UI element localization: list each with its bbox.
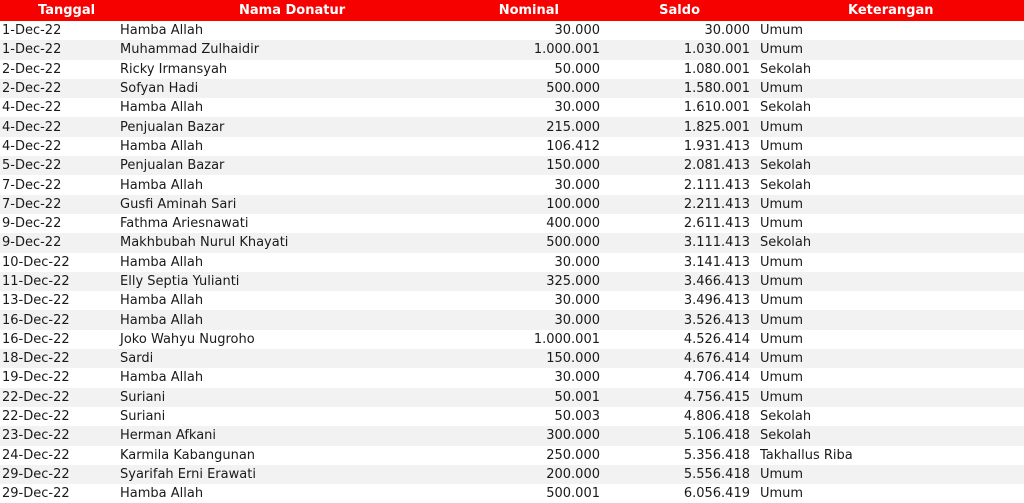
cell-saldo: 1.610.001	[602, 98, 754, 117]
cell-nominal: 200.000	[466, 465, 602, 484]
cell-nominal: 30.000	[466, 175, 602, 194]
table-row[interactable]	[0, 60, 1024, 79]
cell-saldo: 1.580.001	[602, 79, 754, 98]
cell-nominal: 50.001	[466, 388, 602, 407]
cell-donor-name: Hamba Allah	[118, 310, 466, 329]
cell-keterangan: Umum	[754, 349, 1024, 368]
cell-saldo: 4.756.415	[602, 388, 754, 407]
cell-nominal: 1.000.001	[466, 40, 602, 59]
cell-nominal: 150.000	[466, 156, 602, 175]
cell-nominal: 250.000	[466, 446, 602, 465]
cell-nominal: 50.000	[466, 60, 602, 79]
cell-keterangan: Sekolah	[754, 98, 1024, 117]
cell-date: 29-Dec-22	[0, 465, 118, 484]
table-row[interactable]	[0, 272, 1024, 291]
cell-date: 7-Dec-22	[0, 195, 118, 214]
cell-donor-name: Syarifah Erni Erawati	[118, 465, 466, 484]
cell-saldo: 3.141.413	[602, 253, 754, 272]
cell-date: 4-Dec-22	[0, 137, 118, 156]
cell-date: 16-Dec-22	[0, 310, 118, 329]
cell-donor-name: Hamba Allah	[118, 291, 466, 310]
cell-donor-name: Penjualan Bazar	[118, 117, 466, 136]
cell-keterangan: Umum	[754, 291, 1024, 310]
cell-date: 19-Dec-22	[0, 368, 118, 387]
cell-date: 24-Dec-22	[0, 446, 118, 465]
cell-donor-name: Herman Afkani	[118, 426, 466, 445]
cell-donor-name: Sardi	[118, 349, 466, 368]
table-row[interactable]	[0, 195, 1024, 214]
cell-keterangan: Umum	[754, 214, 1024, 233]
table-row[interactable]	[0, 465, 1024, 484]
cell-keterangan: Sekolah	[754, 233, 1024, 252]
cell-keterangan: Umum	[754, 40, 1024, 59]
cell-nominal: 215.000	[466, 117, 602, 136]
cell-keterangan: Sekolah	[754, 156, 1024, 175]
cell-donor-name: Hamba Allah	[118, 21, 466, 40]
table-row[interactable]	[0, 233, 1024, 252]
table-row[interactable]	[0, 330, 1024, 349]
table-row[interactable]	[0, 156, 1024, 175]
cell-donor-name: Joko Wahyu Nugroho	[118, 330, 466, 349]
cell-donor-name: Karmila Kabangunan	[118, 446, 466, 465]
cell-date: 7-Dec-22	[0, 175, 118, 194]
header-keterangan[interactable]: Keterangan	[754, 0, 1024, 21]
cell-donor-name: Suriani	[118, 388, 466, 407]
cell-keterangan: Umum	[754, 272, 1024, 291]
cell-donor-name: Penjualan Bazar	[118, 156, 466, 175]
table-row[interactable]	[0, 253, 1024, 272]
cell-saldo: 2.081.413	[602, 156, 754, 175]
cell-date: 13-Dec-22	[0, 291, 118, 310]
cell-saldo: 3.111.413	[602, 233, 754, 252]
cell-date: 22-Dec-22	[0, 388, 118, 407]
table-row[interactable]	[0, 407, 1024, 426]
cell-saldo: 3.496.413	[602, 291, 754, 310]
table-row[interactable]	[0, 368, 1024, 387]
cell-date: 1-Dec-22	[0, 21, 118, 40]
cell-date: 23-Dec-22	[0, 426, 118, 445]
cell-nominal: 100.000	[466, 195, 602, 214]
cell-date: 4-Dec-22	[0, 98, 118, 117]
cell-donor-name: Fathma Ariesnawati	[118, 214, 466, 233]
cell-date: 18-Dec-22	[0, 349, 118, 368]
table-header	[0, 0, 1024, 21]
cell-saldo: 3.466.413	[602, 272, 754, 291]
cell-saldo: 4.676.414	[602, 349, 754, 368]
cell-keterangan: Sekolah	[754, 426, 1024, 445]
cell-donor-name: Muhammad Zulhaidir	[118, 40, 466, 59]
cell-date: 11-Dec-22	[0, 272, 118, 291]
table-row[interactable]	[0, 426, 1024, 445]
cell-nominal: 30.000	[466, 310, 602, 329]
cell-keterangan: Umum	[754, 21, 1024, 40]
cell-keterangan: Umum	[754, 330, 1024, 349]
cell-nominal: 30.000	[466, 368, 602, 387]
cell-donor-name: Hamba Allah	[118, 368, 466, 387]
cell-keterangan: Umum	[754, 117, 1024, 136]
cell-saldo: 5.356.418	[602, 446, 754, 465]
table-row[interactable]	[0, 98, 1024, 117]
table-row[interactable]	[0, 446, 1024, 465]
cell-date: 9-Dec-22	[0, 214, 118, 233]
header-nominal[interactable]: Nominal	[466, 0, 602, 21]
cell-donor-name: Hamba Allah	[118, 253, 466, 272]
cell-keterangan: Umum	[754, 253, 1024, 272]
cell-date: 9-Dec-22	[0, 233, 118, 252]
cell-donor-name: Suriani	[118, 407, 466, 426]
cell-saldo: 30.000	[602, 21, 754, 40]
table-row[interactable]	[0, 40, 1024, 59]
cell-donor-name: Makhbubah Nurul Khayati	[118, 233, 466, 252]
table-row[interactable]	[0, 484, 1024, 503]
cell-nominal: 30.000	[466, 21, 602, 40]
cell-donor-name: Hamba Allah	[118, 137, 466, 156]
table-body	[0, 21, 1024, 503]
cell-keterangan: Umum	[754, 137, 1024, 156]
cell-nominal: 325.000	[466, 272, 602, 291]
cell-date: 29-Dec-22	[0, 484, 118, 503]
cell-nominal: 300.000	[466, 426, 602, 445]
cell-date: 2-Dec-22	[0, 79, 118, 98]
cell-keterangan: Takhallus Riba	[754, 446, 1024, 465]
table-row[interactable]	[0, 21, 1024, 40]
cell-donor-name: Elly Septia Yulianti	[118, 272, 466, 291]
cell-keterangan: Umum	[754, 388, 1024, 407]
cell-nominal: 30.000	[466, 291, 602, 310]
cell-keterangan: Sekolah	[754, 175, 1024, 194]
cell-nominal: 400.000	[466, 214, 602, 233]
cell-saldo: 2.211.413	[602, 195, 754, 214]
cell-keterangan: Umum	[754, 310, 1024, 329]
header-saldo[interactable]: Saldo	[602, 0, 754, 21]
cell-date: 10-Dec-22	[0, 253, 118, 272]
cell-keterangan: Umum	[754, 195, 1024, 214]
header-nama-donatur[interactable]: Nama Donatur	[118, 0, 466, 21]
cell-saldo: 1.825.001	[602, 117, 754, 136]
cell-saldo: 1.030.001	[602, 40, 754, 59]
cell-date: 5-Dec-22	[0, 156, 118, 175]
cell-nominal: 30.000	[466, 98, 602, 117]
cell-keterangan: Umum	[754, 79, 1024, 98]
cell-saldo: 5.106.418	[602, 426, 754, 445]
table-row[interactable]	[0, 349, 1024, 368]
cell-nominal: 106.412	[466, 137, 602, 156]
cell-saldo: 2.611.413	[602, 214, 754, 233]
cell-date: 2-Dec-22	[0, 60, 118, 79]
cell-saldo: 3.526.413	[602, 310, 754, 329]
table-row[interactable]	[0, 214, 1024, 233]
cell-date: 16-Dec-22	[0, 330, 118, 349]
cell-nominal: 50.003	[466, 407, 602, 426]
cell-donor-name: Hamba Allah	[118, 175, 466, 194]
table-row[interactable]	[0, 117, 1024, 136]
cell-saldo: 6.056.419	[602, 484, 754, 503]
table-row[interactable]	[0, 175, 1024, 194]
cell-donor-name: Sofyan Hadi	[118, 79, 466, 98]
cell-saldo: 5.556.418	[602, 465, 754, 484]
cell-saldo: 1.080.001	[602, 60, 754, 79]
cell-date: 4-Dec-22	[0, 117, 118, 136]
table-row[interactable]	[0, 137, 1024, 156]
header-tanggal[interactable]: Tanggal	[0, 0, 118, 21]
cell-keterangan: Sekolah	[754, 60, 1024, 79]
cell-donor-name: Gusfi Aminah Sari	[118, 195, 466, 214]
cell-nominal: 500.000	[466, 79, 602, 98]
cell-saldo: 4.806.418	[602, 407, 754, 426]
cell-keterangan: Umum	[754, 465, 1024, 484]
cell-donor-name: Ricky Irmansyah	[118, 60, 466, 79]
cell-donor-name: Hamba Allah	[118, 484, 466, 503]
cell-nominal: 30.000	[466, 253, 602, 272]
cell-date: 1-Dec-22	[0, 40, 118, 59]
cell-keterangan: Sekolah	[754, 407, 1024, 426]
cell-keterangan: Umum	[754, 484, 1024, 503]
table-row[interactable]	[0, 388, 1024, 407]
cell-nominal: 500.000	[466, 233, 602, 252]
table-row[interactable]	[0, 310, 1024, 329]
cell-saldo: 4.706.414	[602, 368, 754, 387]
cell-saldo: 2.111.413	[602, 175, 754, 194]
cell-saldo: 4.526.414	[602, 330, 754, 349]
cell-saldo: 1.931.413	[602, 137, 754, 156]
cell-nominal: 1.000.001	[466, 330, 602, 349]
header-row	[0, 0, 1024, 21]
table-row[interactable]	[0, 291, 1024, 310]
cell-donor-name: Hamba Allah	[118, 98, 466, 117]
table-row[interactable]	[0, 79, 1024, 98]
cell-date: 22-Dec-22	[0, 407, 118, 426]
cell-nominal: 500.001	[466, 484, 602, 503]
cell-nominal: 150.000	[466, 349, 602, 368]
cell-keterangan: Umum	[754, 368, 1024, 387]
